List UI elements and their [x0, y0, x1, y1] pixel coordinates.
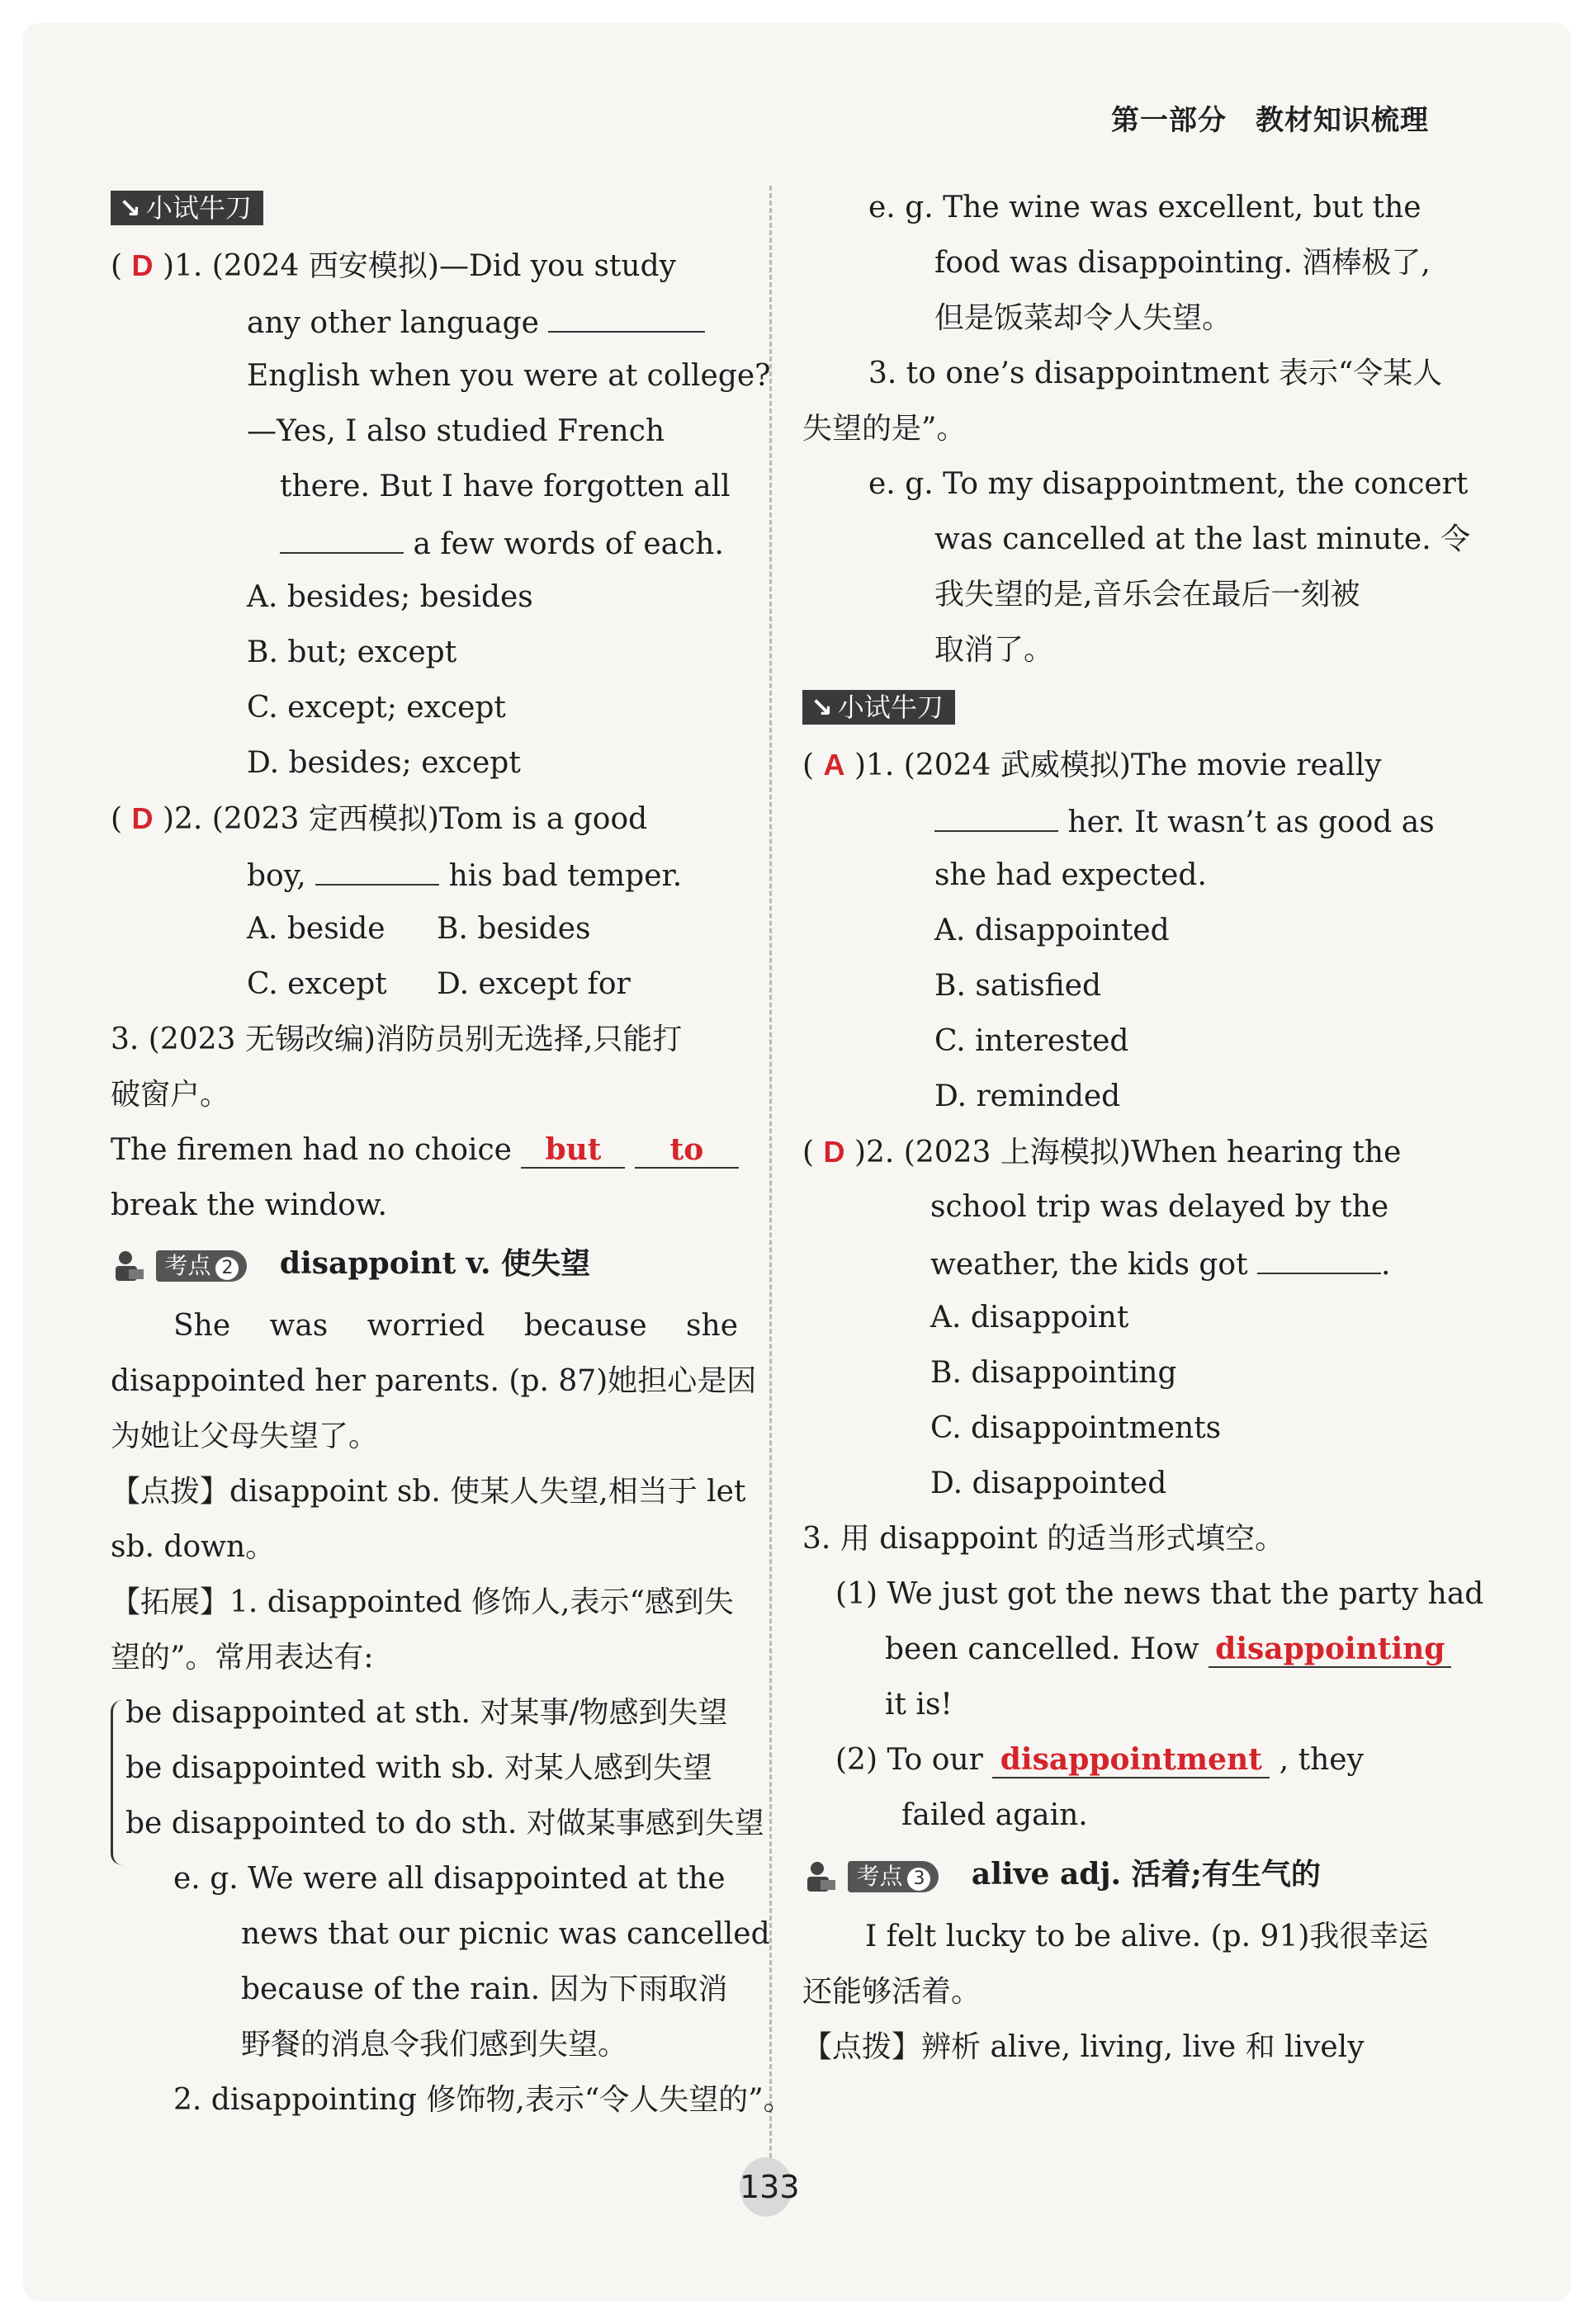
kp2-example-3: 为她让父母失望了。	[111, 1419, 379, 1453]
rq2-option-b: B. disappointing	[930, 1356, 1177, 1390]
kaodian-2-heading: 考点 2 disappoint v. 使失望	[111, 1246, 590, 1284]
kp3-tip-1: 【点拨】辨析 alive, living, live 和 lively	[802, 2030, 1365, 2064]
eg-b-2: was cancelled at the last minute. 令	[934, 522, 1471, 556]
answer-r-q2: D	[823, 1135, 845, 1169]
rq3-fill-1: disappointing	[1209, 1633, 1451, 1668]
q3-line3: The firemen had no choice but to	[111, 1132, 739, 1169]
rq3-part1-line2: been cancelled. How disappointing	[885, 1632, 1451, 1668]
rq3-part1-line3: it is!	[885, 1688, 953, 1722]
q1-line4: —Yes, I also studied French	[247, 414, 665, 448]
rq1-option-d: D. reminded	[934, 1079, 1121, 1113]
kp2-eg-1: e. g. We were all disappointed at the	[173, 1862, 726, 1896]
q2-option-c: C. except	[247, 967, 387, 1001]
q2-line2: boy, his bad temper.	[247, 856, 682, 894]
q1-line6: a few words of each.	[280, 524, 724, 562]
ext-b-1: 3. to one’s disappointment 表示“令某人	[868, 357, 1443, 390]
answer-q2: D	[131, 801, 154, 835]
section-badge-try: ↘ 小试牛刀	[111, 190, 263, 225]
rq3-part1-line1: (1) We just got the news that the party had	[835, 1577, 1484, 1611]
eg-a-1: e. g. The wine was excellent, but the	[868, 191, 1421, 224]
kp2-extend-2: 望的”。常用表达有:	[111, 1641, 374, 1675]
kp2-extend-1: 【拓展】1. disappointed 修饰人,表示“感到失	[111, 1585, 734, 1619]
answer-q1: D	[131, 248, 154, 282]
eg-b-3: 我失望的是,音乐会在最后一刻被	[934, 578, 1360, 612]
eg-b-1: e. g. To my disappointment, the concert	[868, 467, 1469, 501]
rq3-part2-line1: (2) To our disappointment , they	[835, 1742, 1364, 1777]
rq2-option-a: A. disappoint	[930, 1301, 1129, 1334]
section-badge-try-2: ↘ 小试牛刀	[802, 689, 955, 725]
question-2: ( D )2. (2023 定西模拟)Tom is a good	[111, 801, 648, 836]
kp2-eg-2: news that our picnic was cancelled	[241, 1917, 770, 1951]
kaodian-3-title: alive adj. 活着;有生气的	[971, 1857, 1321, 1892]
q1-line2: any other language	[247, 303, 705, 341]
question-3: 3. (2023 无锡改编)消防员别无选择,只能打	[111, 1023, 683, 1056]
q1-option-a: A. besides; besides	[247, 580, 533, 614]
kp2-tip-2: sb. down。	[111, 1530, 276, 1564]
ext-b-2: 失望的是”。	[802, 412, 967, 446]
right-question-3: 3. 用 disappoint 的适当形式填空。	[802, 1522, 1285, 1556]
kp2-example-1: She was worried because she	[173, 1309, 738, 1343]
rq2-line2: school trip was delayed by the	[930, 1190, 1389, 1224]
rq1-option-c: C. interested	[934, 1024, 1129, 1058]
kp2-phrase-3: be disappointed to do sth. 对做某事感到失望	[125, 1807, 764, 1840]
rq2-line3: weather, the kids got .	[930, 1245, 1390, 1282]
q3-fill-1: but	[521, 1134, 625, 1169]
q3-line4: break the window.	[111, 1188, 387, 1222]
kaodian-2-title: disappoint v. 使失望	[279, 1246, 591, 1281]
kp3-example-2: 还能够活着。	[802, 1975, 981, 2009]
kp2-extend-3: 2. disappointing 修饰物,表示“令人失望的”。	[173, 2083, 793, 2117]
student-reading-icon	[111, 1248, 147, 1284]
q1-option-b: B. but; except	[247, 635, 457, 669]
rq2-option-d: D. disappointed	[930, 1467, 1167, 1500]
kp2-phrase-1: be disappointed at sth. 对某事/物感到失望	[125, 1696, 728, 1730]
q3-line2: 破窗户。	[111, 1078, 230, 1112]
kp2-tip-1: 【点拨】disappoint sb. 使某人失望,相当于 let	[111, 1475, 746, 1509]
q1-option-c: C. except; except	[247, 691, 506, 725]
rq3-part2-line2: failed again.	[901, 1798, 1088, 1832]
column-divider	[769, 186, 772, 2158]
q3-fill-2: to	[635, 1134, 739, 1169]
eg-b-4: 取消了。	[934, 633, 1054, 667]
running-header: 第一部分 教材知识梳理	[1111, 104, 1429, 137]
q1-line5: there. But I have forgotten all	[280, 470, 731, 503]
eg-a-2: food was disappointing. 酒棒极了,	[934, 246, 1431, 280]
kp2-example-2: disappointed her parents. (p. 87)她担心是因	[111, 1364, 757, 1398]
question-1: ( D )1. (2024 西安模拟)—Did you study	[111, 248, 676, 283]
kp2-eg-3: because of the rain. 因为下雨取消	[241, 1972, 728, 2006]
right-question-2: ( D )2. (2023 上海模拟)When hearing the	[802, 1135, 1402, 1169]
q2-option-d: D. except for	[437, 967, 631, 1001]
eg-a-3: 但是饭菜却令人失望。	[934, 301, 1232, 335]
brace-bracket	[111, 1700, 125, 1865]
q1-option-d: D. besides; except	[247, 746, 521, 780]
kaodian-3-heading: 考点 3 alive adj. 活着;有生气的	[802, 1857, 1321, 1895]
right-question-1: ( A )1. (2024 武威模拟)The movie really	[802, 748, 1382, 782]
rq2-option-c: C. disappointments	[930, 1411, 1222, 1445]
kp3-example-1: I felt lucky to be alive. (p. 91)我很幸运	[865, 1920, 1429, 1953]
student-reading-icon	[802, 1859, 839, 1895]
q1-line3: English when you were at college?	[247, 359, 771, 393]
kp2-phrase-2: be disappointed with sb. 对某人感到失望	[125, 1751, 712, 1785]
kp2-eg-4: 野餐的消息令我们感到失望。	[241, 2028, 628, 2062]
q2-option-b: B. besides	[437, 912, 591, 946]
rq1-option-b: B. satisfied	[934, 969, 1102, 1003]
rq1-line3: she had expected.	[934, 858, 1207, 892]
rq3-fill-2: disappointment	[992, 1744, 1270, 1778]
rq1-option-a: A. disappointed	[934, 914, 1170, 947]
arrow-icon: ↘	[811, 692, 833, 723]
page-number: 133	[740, 2157, 792, 2217]
q2-option-a: A. beside	[247, 912, 385, 946]
answer-r-q1: A	[823, 748, 845, 782]
arrow-icon: ↘	[119, 192, 141, 224]
rq1-line2: her. It wasn’t as good as	[934, 802, 1435, 840]
